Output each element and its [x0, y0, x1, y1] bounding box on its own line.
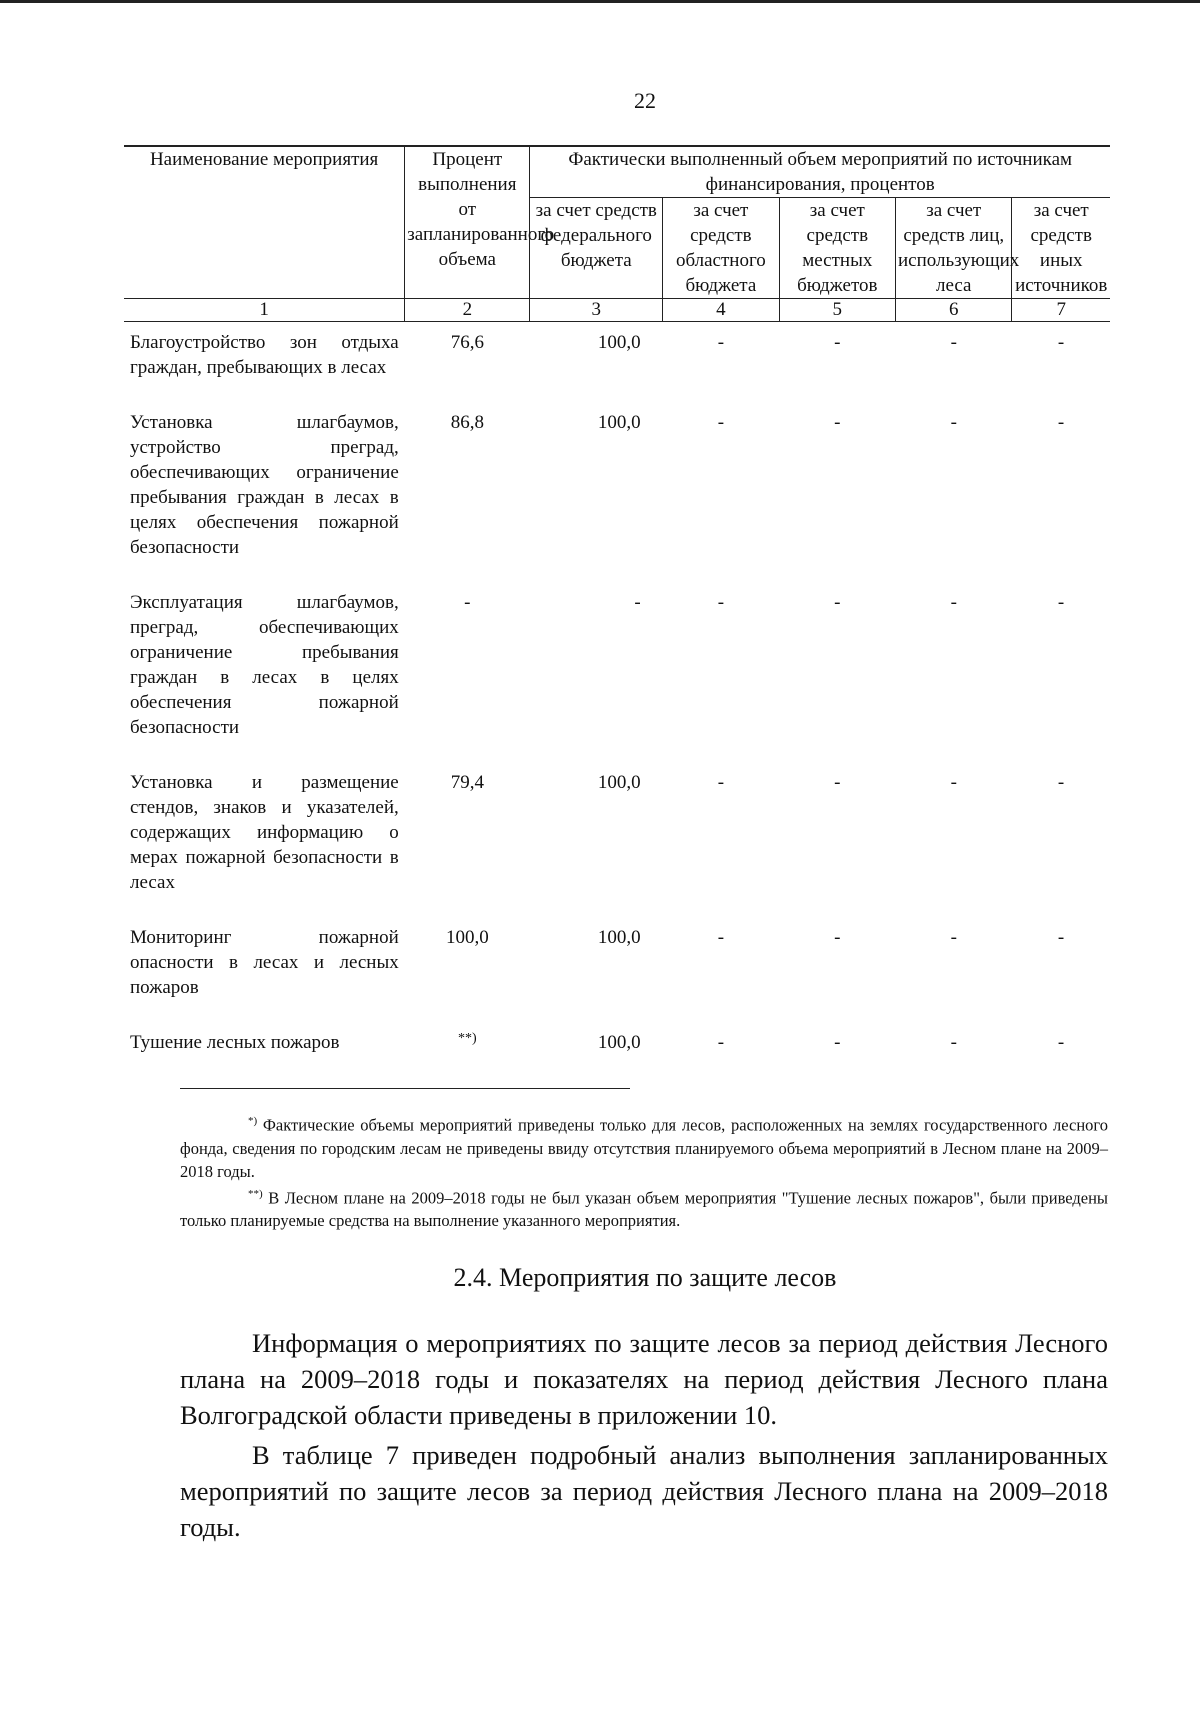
percent-cell: 100,0 — [445, 927, 489, 948]
local-cell: - — [834, 592, 841, 613]
other-cell: - — [1057, 592, 1065, 613]
other-cell: - — [1057, 1032, 1065, 1053]
section-title: 2.4. Мероприятия по защите лесов — [453, 1263, 837, 1292]
federal-cell: - — [634, 592, 641, 613]
header-funding-group: Фактически выполненный объем мероприятий по источникам финансирования, процентов — [530, 146, 1110, 198]
local-cell: - — [834, 332, 841, 353]
column-number: 7 — [1012, 299, 1110, 322]
local-cell: - — [834, 772, 841, 793]
federal-cell: 100,0 — [597, 332, 641, 353]
header-percent-completed: Процент выполнения от запланированного объема — [405, 146, 530, 299]
activity-name: Мониторинг пожарной опасности в лесах и лесных пожаров — [130, 927, 399, 998]
table-row — [124, 322, 1110, 403]
percent-cell: 86,8 — [450, 412, 484, 433]
column-number: 6 — [896, 299, 1012, 322]
users-cell: - — [950, 592, 957, 613]
header-activity-name: Наименование мероприятия — [124, 146, 405, 299]
paragraph: В таблице 7 приведен подробный анализ выполнения запланированных мероприятий по защите лесов за период действия Лесного плана на 2009–2018 годы. — [180, 1440, 1108, 1542]
other-cell: - — [1057, 927, 1065, 948]
regional-cell: - — [717, 412, 725, 433]
regional-cell: - — [717, 592, 725, 613]
federal-cell: 100,0 — [597, 1032, 641, 1053]
table-row — [124, 402, 1110, 582]
footnote-2-mark: **) — [248, 1187, 263, 1200]
activity-name: Благоустройство зон отдыха граждан, пребывающих в лесах — [130, 332, 399, 378]
users-cell: - — [950, 1032, 957, 1053]
percent-cell: 76,6 — [450, 332, 484, 353]
regional-cell: - — [717, 772, 725, 793]
federal-cell: 100,0 — [597, 412, 641, 433]
local-cell: - — [834, 927, 841, 948]
column-number: 1 — [124, 299, 405, 322]
percent-cell: - — [464, 592, 471, 613]
users-cell: - — [950, 772, 957, 793]
other-cell: - — [1057, 412, 1065, 433]
users-cell: - — [950, 927, 957, 948]
table-row — [124, 582, 1110, 762]
column-number: 2 — [405, 299, 530, 322]
regional-cell: - — [717, 927, 725, 948]
regional-cell: - — [717, 1032, 725, 1053]
other-cell: - — [1057, 772, 1065, 793]
local-cell: - — [834, 1032, 841, 1053]
percent-cell: **) — [457, 1031, 477, 1046]
other-cell: - — [1057, 332, 1065, 353]
column-number: 5 — [779, 299, 895, 322]
page-number: 22 — [634, 88, 656, 113]
federal-cell: 100,0 — [597, 927, 641, 948]
body-text — [180, 1325, 1108, 1549]
percent-cell: 79,4 — [450, 772, 484, 793]
column-numbers-row — [124, 299, 1110, 322]
table-row — [124, 762, 1110, 917]
local-cell: - — [834, 412, 841, 433]
activity-name: Тушение лесных пожаров — [130, 1032, 340, 1053]
header-local-budgets: за счет средств местных бюджетов — [779, 198, 895, 299]
footnote-separator — [180, 1088, 630, 1089]
column-number: 4 — [663, 299, 779, 322]
table-row — [124, 1022, 1110, 1077]
paragraph: Информация о мероприятиях по защите лесов за период действия Лесного плана на 2009–2018 годы и показателях на период действия Лесного плана Волгоградской области приведены в приложении 10. — [180, 1328, 1108, 1430]
footnote-2-text: В Лесном плане на 2009–2018 годы не был указан объем мероприятия "Тушение лесных пожаров", были приведены только планируемые средства на выполнение указанного мероприятия. — [180, 1188, 1108, 1230]
footnote-1 — [180, 1110, 1108, 1183]
activity-name: Установка шлагбаумов, устройство преград, обеспечивающих ограничение пребывания граждан в лесах в целях обеспечения пожарной безопасности — [130, 412, 399, 558]
federal-cell: 100,0 — [597, 772, 641, 793]
table-row — [124, 917, 1110, 1022]
measures-table — [124, 145, 1110, 1077]
activity-name: Эксплуатация шлагбаумов, преград, обеспечивающих ограничение пребывания граждан в лесах в целях обеспечения пожарной безопасности — [130, 592, 399, 738]
activity-name: Установка и размещение стендов, знаков и указателей, содержащих информацию о мерах пожарной безопасности в лесах — [130, 772, 399, 893]
users-cell: - — [950, 412, 957, 433]
footnotes — [180, 1110, 1108, 1232]
header-regional-budget: за счет средств областного бюджета — [663, 198, 779, 299]
header-federal-budget: за счет средств федерального бюджета — [530, 198, 663, 299]
top-border-line — [0, 0, 1200, 3]
header-other-sources: за счет средств иных источников — [1012, 198, 1110, 299]
footnote-2 — [180, 1183, 1108, 1233]
column-number: 3 — [530, 299, 663, 322]
regional-cell: - — [717, 332, 725, 353]
users-cell: - — [950, 332, 957, 353]
header-forest-users: за счет средств лиц, использующих леса — [896, 198, 1012, 299]
footnote-1-text: Фактические объемы мероприятий приведены только для лесов, расположенных на землях государственного лесного фонда, сведения по городским лесам не приведены ввиду отсутствия планируемого объема мероприятий в Лесном плане на 2009–2018 годы. — [180, 1115, 1108, 1181]
footnote-1-mark: *) — [248, 1115, 258, 1127]
